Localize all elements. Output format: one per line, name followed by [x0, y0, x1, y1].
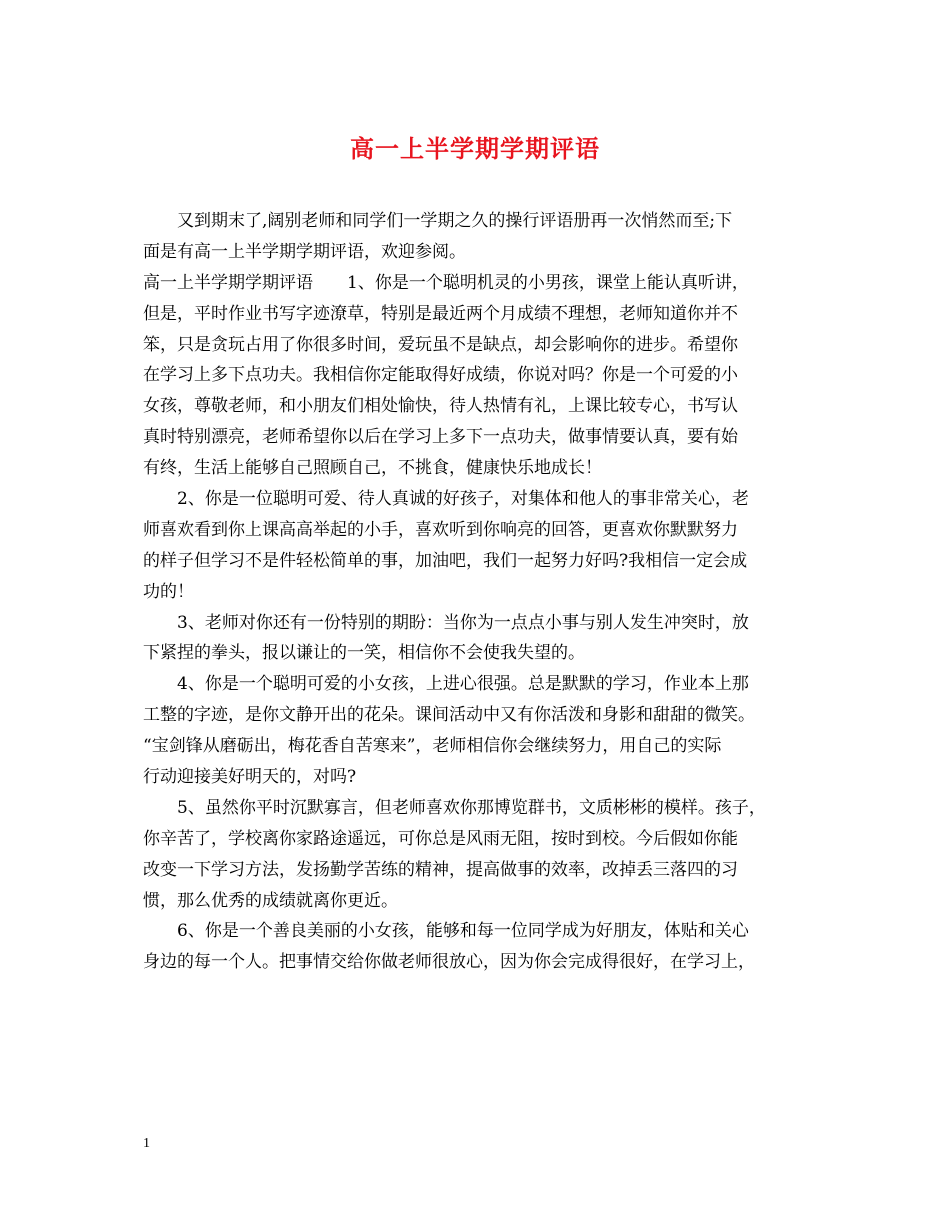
body-line: 下紧捏的拳头，报以谦让的一笑，相信你不会使我失望的。 [143, 643, 585, 664]
document-title: 高一上半学期学期评语 [350, 134, 600, 163]
body-line: 工整的字迹，是你文静开出的花朵。课间活动中又有你活泼和身影和甜甜的微笑。 [143, 705, 755, 726]
body-line: 又到期末了,阔别老师和同学们一学期之久的操行评语册再一次悄然而至;下 [143, 211, 733, 231]
body-line: 6、你是一个善良美丽的小女孩，能够和每一位同学成为好朋友，体贴和关心 [143, 921, 749, 942]
body-line: 惯，那么优秀的成绩就离你更近。 [143, 890, 398, 911]
body-line: 4、你是一个聪明可爱的小女孩，上进心很强。总是默默的学习，作业本上那 [143, 674, 749, 695]
document-body [143, 206, 811, 978]
body-line: 3、老师对你还有一份特别的期盼：当你为一点点小事与别人发生冲突时，放 [143, 612, 749, 633]
body-line: “宝剑锋从磨砺出，梅花香自苦寒来”，老师相信你会继续努力，用自己的实际 [143, 736, 722, 757]
body-line: 改变一下学习方法，发扬勤学苦练的精神，提高做事的效率，改掉丢三落四的习 [143, 859, 738, 880]
body-line: 笨，只是贪玩占用了你很多时间，爱玩虽不是缺点，却会影响你的进步。希望你 [143, 334, 738, 355]
page-number: 1 [143, 1136, 150, 1151]
body-line: 的样子但学习不是件轻松简单的事，加油吧，我们一起努力好吗?我相信一定会成 [143, 550, 748, 571]
body-line: 师喜欢看到你上课高高举起的小手，喜欢听到你响亮的回答，更喜欢你默默努力 [143, 519, 738, 540]
body-line: 功的！ [143, 581, 194, 602]
body-line: 但是，平时作业书写字迹潦草，特别是最近两个月成绩不理想，老师知道你并不 [143, 303, 738, 324]
body-line: 面是有高一上半学期学期评语，欢迎参阅。 [143, 241, 466, 262]
body-line: 有终，生活上能够自己照顾自己，不挑食，健康快乐地成长！ [143, 458, 602, 479]
body-line: 行动迎接美好明天的，对吗? [143, 767, 357, 788]
body-line: 高一上半学期学期评语 1、你是一个聪明机灵的小男孩，课堂上能认真听讲， [143, 272, 749, 293]
body-line: 5、虽然你平时沉默寡言，但老师喜欢你那博览群书，文质彬彬的模样。孩子， [143, 797, 766, 818]
body-line: 身边的每一个人。把事情交给你做老师很放心，因为你会完成得很好，在学习上， [143, 952, 755, 973]
body-line: 你辛苦了，学校离你家路途遥远，可你总是风雨无阻，按时到校。今后假如你能 [143, 828, 738, 849]
body-line: 真时特别漂亮，老师希望你以后在学习上多下一点功夫，做事情要认真，要有始 [143, 427, 738, 448]
body-line: 女孩，尊敬老师，和小朋友们相处愉快，待人热情有礼，上课比较专心，书写认 [143, 396, 738, 417]
body-line: 在学习上多下点功夫。我相信你定能取得好成绩，你说对吗？你是一个可爱的小 [143, 365, 738, 386]
body-line: 2、你是一位聪明可爱、待人真诚的好孩子，对集体和他人的事非常关心，老 [143, 489, 749, 510]
